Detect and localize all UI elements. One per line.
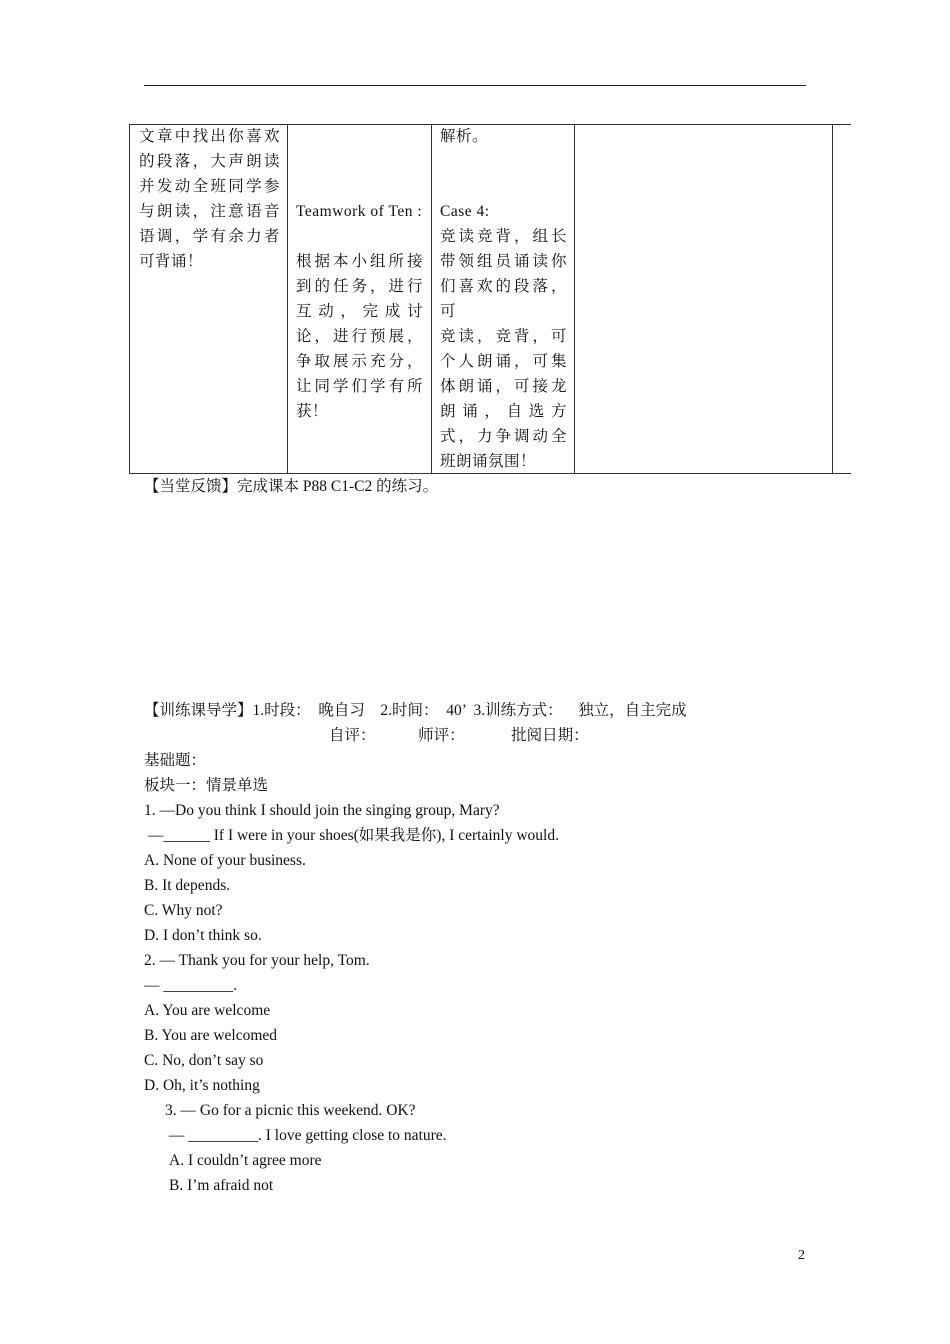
question-3-stem: 3. — Go for a picnic this weekend. OK?: [165, 1102, 416, 1119]
lesson-table: [129, 124, 851, 473]
question-2-option-d: D. Oh, it’s nothing: [144, 1077, 260, 1094]
basic-title: 基础题：: [144, 752, 207, 769]
evaluation-line: 自评： 师评： 批阅日期：: [329, 727, 589, 744]
section-title: 板块一：情景单选: [144, 777, 269, 794]
training-guide-line: 【训练课导学】1.时段： 晚自习 2.时间： 40’ 3.训练方式： 独立，自主完成: [144, 702, 687, 719]
header-rule: [144, 85, 806, 86]
table-cell-case-text: 竞读竞背，组长带领组员诵读你们喜欢的段落，可: [440, 228, 567, 320]
table-cell-teamwork-heading: Teamwork of Ten :: [296, 203, 423, 220]
feedback-line: 【当堂反馈】完成课本 P88 C1-C2 的练习。: [144, 478, 439, 495]
question-1-option-d: D. I don’t think so.: [144, 927, 262, 944]
table-cell-activity: 文章中找出你喜欢的段落，大声朗读并发动全班同学参与朗读，注意语音语调，学有余力者可背诵！: [139, 128, 280, 270]
table-divider-1: [287, 124, 288, 473]
page-number: 2: [798, 1248, 805, 1263]
question-1-reply: —______ If I were in your shoes(如果我是你), I certainly would.: [144, 827, 559, 844]
table-cell-analysis: 解析。: [440, 128, 489, 145]
question-3-option-b: B. I’m afraid not: [169, 1177, 274, 1194]
question-2-stem: 2. — Thank you for your help, Tom.: [144, 952, 370, 969]
question-2-option-b: B. You are welcomed: [144, 1027, 278, 1044]
question-1-option-b: B. It depends.: [144, 877, 231, 894]
table-cell-case-text-2: 竞读，竞背，可个人朗诵，可集体朗诵，可接龙朗诵，自选方式，力争调动全班朗诵氛围！: [440, 328, 567, 470]
table-cell-case-heading: Case 4:: [440, 203, 490, 220]
table-divider-2: [431, 124, 432, 473]
question-1-option-a: A. None of your business.: [144, 852, 306, 869]
question-3-option-a: A. I couldn’t agree more: [169, 1152, 322, 1169]
table-divider-4: [832, 124, 833, 473]
question-1-stem: 1. —Do you think I should join the singing group, Mary?: [144, 802, 500, 819]
question-2-option-c: C. No, don’t say so: [144, 1052, 264, 1069]
table-divider-3: [574, 124, 575, 473]
question-2-reply: — _________.: [144, 977, 237, 994]
table-border-left: [129, 124, 130, 473]
question-2-option-a: A. You are welcome: [144, 1002, 271, 1019]
question-1-option-c: C. Why not?: [144, 902, 223, 919]
table-cell-teamwork-text: 根据本小组所接到的任务，进行互动，完成讨论，进行预展，争取展示充分，让同学们学有所获！: [296, 253, 423, 420]
question-3-reply: — _________. I love getting close to nature.: [165, 1127, 447, 1144]
